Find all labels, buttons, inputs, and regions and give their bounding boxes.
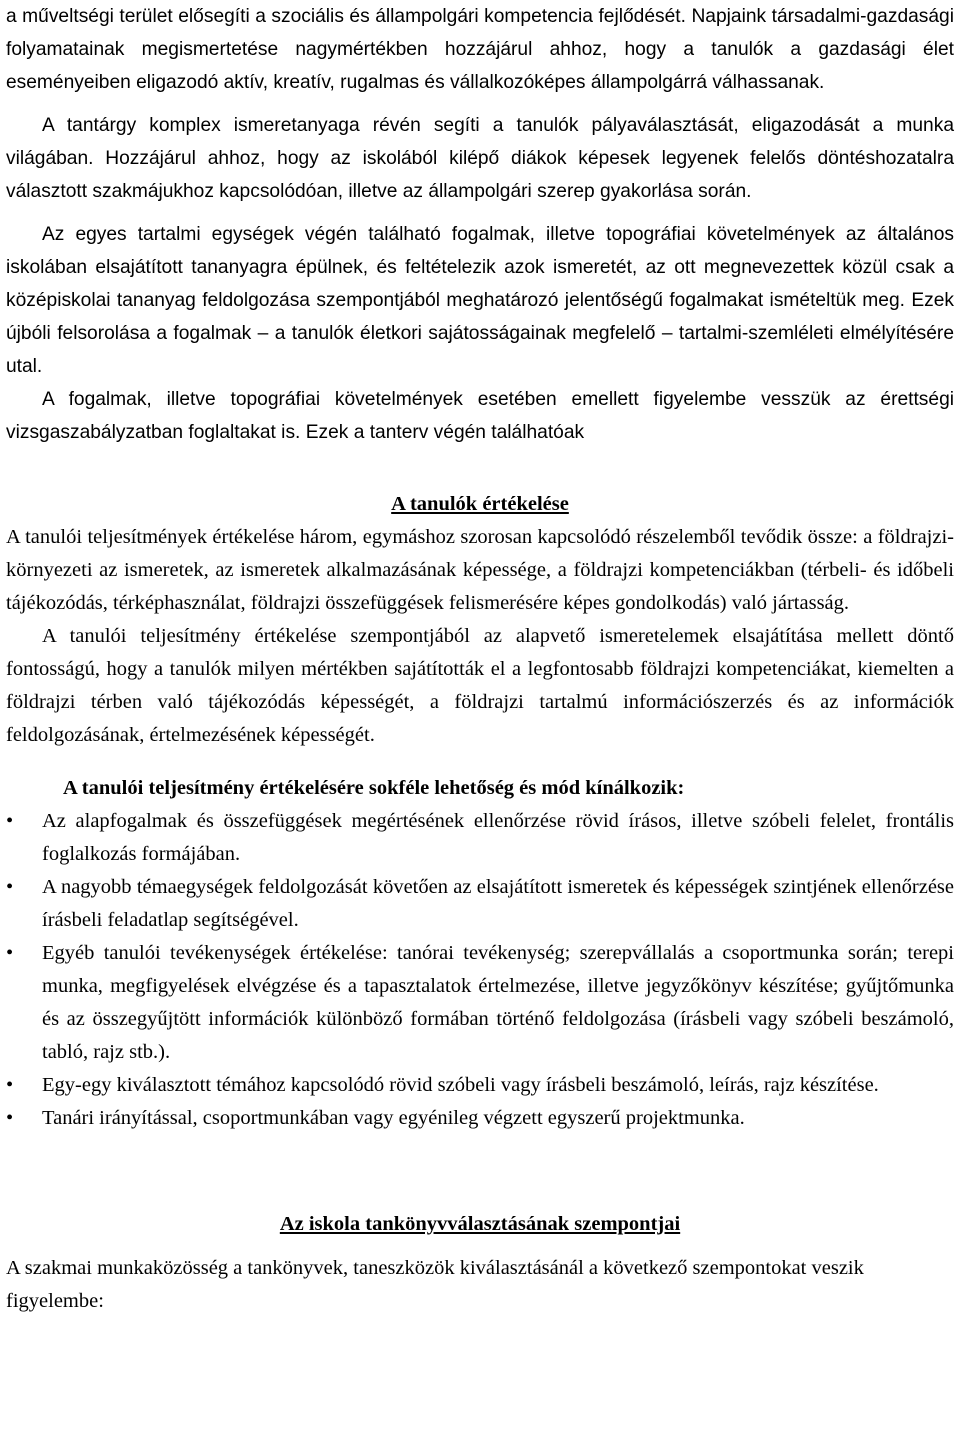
heading-assessment: A tanulók értékelése <box>391 493 569 515</box>
bullet-icon: • <box>6 942 14 964</box>
bullet-icon: • <box>6 810 14 832</box>
paragraph-exam-requirements: A fogalmak, illetve topográfiai követelmények esetében emellett figyelembe vesszük az érettségi vizsgaszabályzatban foglaltakat is. Ezek a tanterv végén találhatóak <box>6 389 954 443</box>
list-item <box>6 805 954 871</box>
heading-textbook-selection: Az iskola tankönyvválasztásának szempontjai <box>279 1213 681 1235</box>
bullet-icon: • <box>6 1107 14 1129</box>
list-item <box>6 871 954 937</box>
list-item-text: Egy-egy kiválasztott témához kapcsolódó rövid szóbeli vagy írásbeli beszámoló, leírás, rajz készítése. <box>42 1074 879 1096</box>
list-item-text: Tanári irányítással, csoportmunkában vagy egyénileg végzett egyszerű projektmunka. <box>42 1107 745 1129</box>
paragraph-concepts: Az egyes tartalmi egységek végén található fogalmak, illetve topográfiai követelmények az általános iskolában elsajátított tananyagra épülnek, és feltételezik azok ismeretét, az ott megnevezettek közül csak a középiskolai tananyag feldolgozása szempontjából meghatározó jelentőségű fogalmakat ismételtük meg. Ezek újbóli felsorolása a fogalmak – a tanulók életkori sajátosságainak megfelelő – tartalmi-szemléleti elmélyítésére utal. <box>6 224 954 377</box>
paragraph-textbook-criteria: A szakmai munkaközösség a tankönyvek, taneszközök kiválasztásánál a következő szempontokat veszik figyelembe: <box>6 1257 864 1312</box>
list-item <box>6 1102 954 1135</box>
heading-assessment-options: A tanulói teljesítmény értékelésére sokféle lehetőség és mód kínálkozik: <box>63 777 685 799</box>
bullet-icon: • <box>6 1074 14 1096</box>
paragraph-assessment-focus: A tanulói teljesítmény értékelése szempontjából az alapvető ismeretelemek elsajátítása mellett döntő fontosságú, hogy a tanulók milyen mértékben sajátították el a legfontosabb földrajzi kompetenciákat, kiemelten a földrajzi térben való tájékozódás képességét, a földrajzi tartalmú információszerzés és az információk feldolgozásának, értelmezésének képességét. <box>6 625 954 746</box>
list-item-text: Az alapfogalmak és összefüggések megértésének ellenőrzése rövid írásos, illetve szóbeli felelet, frontális foglalkozás formájában. <box>42 810 954 865</box>
paragraph-assessment-components: A tanulói teljesítmények értékelése három, egymáshoz szorosan kapcsolódó részelemből tevődik össze: a földrajzi-környezeti az ismeretek, az ismeretek alkalmazásának képessége, a földrajzi kompetenciákban (térbeli- és időbeli tájékozódás, térképhasználat, földrajzi összefüggések felismerésére képes gondolkodás) való jártasság. <box>6 526 954 614</box>
list-item <box>6 1069 954 1102</box>
list-item-text: A nagyobb témaegységek feldolgozását követően az elsajátított ismeretek és képességek szintjének ellenőrzése írásbeli feladatlap segítségével. <box>42 876 954 931</box>
bullet-icon: • <box>6 876 14 898</box>
list-item <box>6 937 954 1069</box>
document-page <box>6 0 954 1318</box>
assessment-options-list <box>6 805 954 1135</box>
paragraph-social-competence: a műveltségi terület elősegíti a szociális és állampolgári kompetencia fejlődését. Napjaink társadalmi-gazdasági folyamatainak megismertetése nagymértékben hozzájárul ahhoz, hogy a tanulók a gazdasági élet eseményeiben eligazodó aktív, kreatív, rugalmas és vállalkozóképes állampolgárrá válhassanak. <box>6 6 954 93</box>
paragraph-career-guidance: A tantárgy komplex ismeretanyaga révén segíti a tanulók pályaválasztását, eligazodását a munka világában. Hozzájárul ahhoz, hogy az iskolából kilépő diákok képesek legyenek felelős döntéshozatalra választott szakmájukhoz kapcsolódóan, illetve az állampolgári szerep gyakorlása során. <box>6 115 954 202</box>
list-item-text: Egyéb tanulói tevékenységek értékelése: tanórai tevékenység; szerepvállalás a csoportmunka során; terepi munka, megfigyelések elvégzése és a tapasztalatok értelmezése, illetve jegyzőkönyv készítése; gyűjtőmunka és az összegyűjtött információk különböző formában történő feldolgozása (írásbeli vagy szóbeli beszámoló, tabló, rajz stb.). <box>42 942 954 1063</box>
